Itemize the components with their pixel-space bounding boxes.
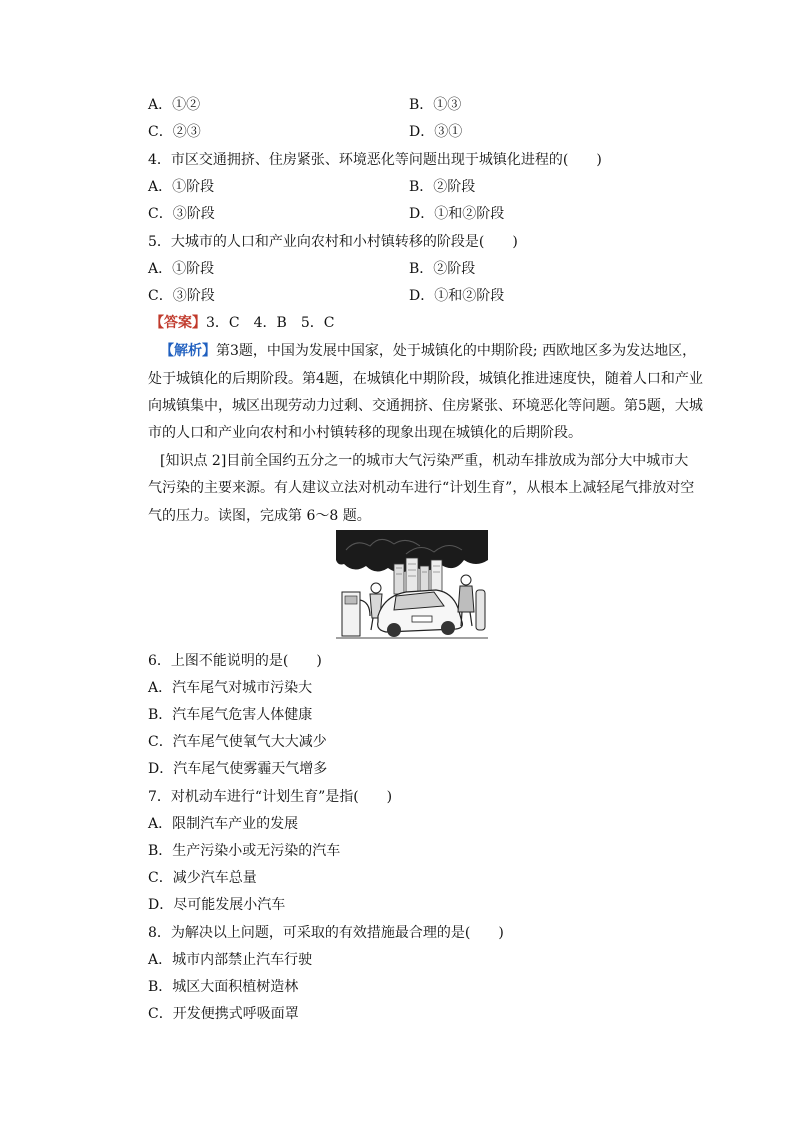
answer-tag: 【答案】 xyxy=(150,315,206,331)
q5-option-d: D．①和②阶段 xyxy=(409,288,505,304)
q7-stem: 7．对机动车进行“计划生育”是指( ) xyxy=(148,789,393,805)
q4-option-c: C．③阶段 xyxy=(148,206,215,222)
analysis-tag: 【解析】 xyxy=(160,343,216,359)
q7-option-b: B．生产污染小或无污染的汽车 xyxy=(148,843,341,859)
pollution-cartoon-image xyxy=(336,530,488,642)
q7-option-a: A．限制汽车产业的发展 xyxy=(148,816,299,832)
q3-option-d: D．③① xyxy=(409,124,463,140)
q5-option-b: B．②阶段 xyxy=(409,261,476,277)
knowledge-line-1: [知识点 2]目前全国约五分之一的城市大气污染严重，机动车排放成为部分大中城市大 xyxy=(160,453,689,469)
q4-option-d: D．①和②阶段 xyxy=(409,206,505,222)
knowledge-line-3: 气的压力。读图，完成第 6～8 题。 xyxy=(148,508,371,524)
q5-option-c: C．③阶段 xyxy=(148,288,215,304)
q4-stem: 4．市区交通拥挤、住房紧张、环境恶化等问题出现于城镇化进程的( ) xyxy=(148,152,602,168)
q7-option-d: D．尽可能发展小汽车 xyxy=(148,897,286,913)
q5-stem: 5．大城市的人口和产业向农村和小村镇转移的阶段是( ) xyxy=(148,234,518,250)
q6-option-d: D．汽车尾气使雾霾天气增多 xyxy=(148,761,328,777)
analysis-line-1 xyxy=(160,341,700,361)
q8-option-c: C．开发便携式呼吸面罩 xyxy=(148,1006,299,1022)
analysis-text-1: 第3题，中国为发展中国家，处于城镇化的中期阶段; 西欧地区多为发达地区， xyxy=(216,343,697,359)
analysis-line-2: 处于城镇化的后期阶段。第4题，在城镇化中期阶段，城镇化推进速度快，随着人口和产业 xyxy=(148,371,703,387)
q8-stem: 8．为解决以上问题，可采取的有效措施最合理的是( ) xyxy=(148,925,504,941)
answer-line xyxy=(150,313,334,333)
q6-stem: 6．上图不能说明的是( ) xyxy=(148,653,322,669)
q8-option-b: B．城区大面积植树造林 xyxy=(148,979,299,995)
analysis-line-3: 向城镇集中，城区出现劳动力过剩、交通拥挤、住房紧张、环境恶化等问题。第5题，大城 xyxy=(148,398,703,414)
analysis-line-4: 市的人口和产业向农村和小村镇转移的现象出现在城镇化的后期阶段。 xyxy=(148,425,582,441)
knowledge-line-2: 气污染的主要来源。有人建议立法对机动车进行“计划生育”，从根本上减轻尾气排放对空 xyxy=(148,480,695,496)
q4-option-b: B．②阶段 xyxy=(409,179,476,195)
q6-option-a: A．汽车尾气对城市污染大 xyxy=(148,680,313,696)
q3-option-c: C．②③ xyxy=(148,124,201,140)
q4-option-a: A．①阶段 xyxy=(148,179,215,195)
q7-option-c: C．减少汽车总量 xyxy=(148,870,257,886)
q6-option-b: B．汽车尾气危害人体健康 xyxy=(148,707,313,723)
q3-option-a: A．①② xyxy=(148,97,201,113)
q3-option-b: B．①③ xyxy=(409,97,462,113)
q6-option-c: C．汽车尾气使氧气大大减少 xyxy=(148,734,327,750)
q5-option-a: A．①阶段 xyxy=(148,261,215,277)
q8-option-a: A．城市内部禁止汽车行驶 xyxy=(148,952,313,968)
answer-text: 3．C 4．B 5．C xyxy=(206,315,335,331)
